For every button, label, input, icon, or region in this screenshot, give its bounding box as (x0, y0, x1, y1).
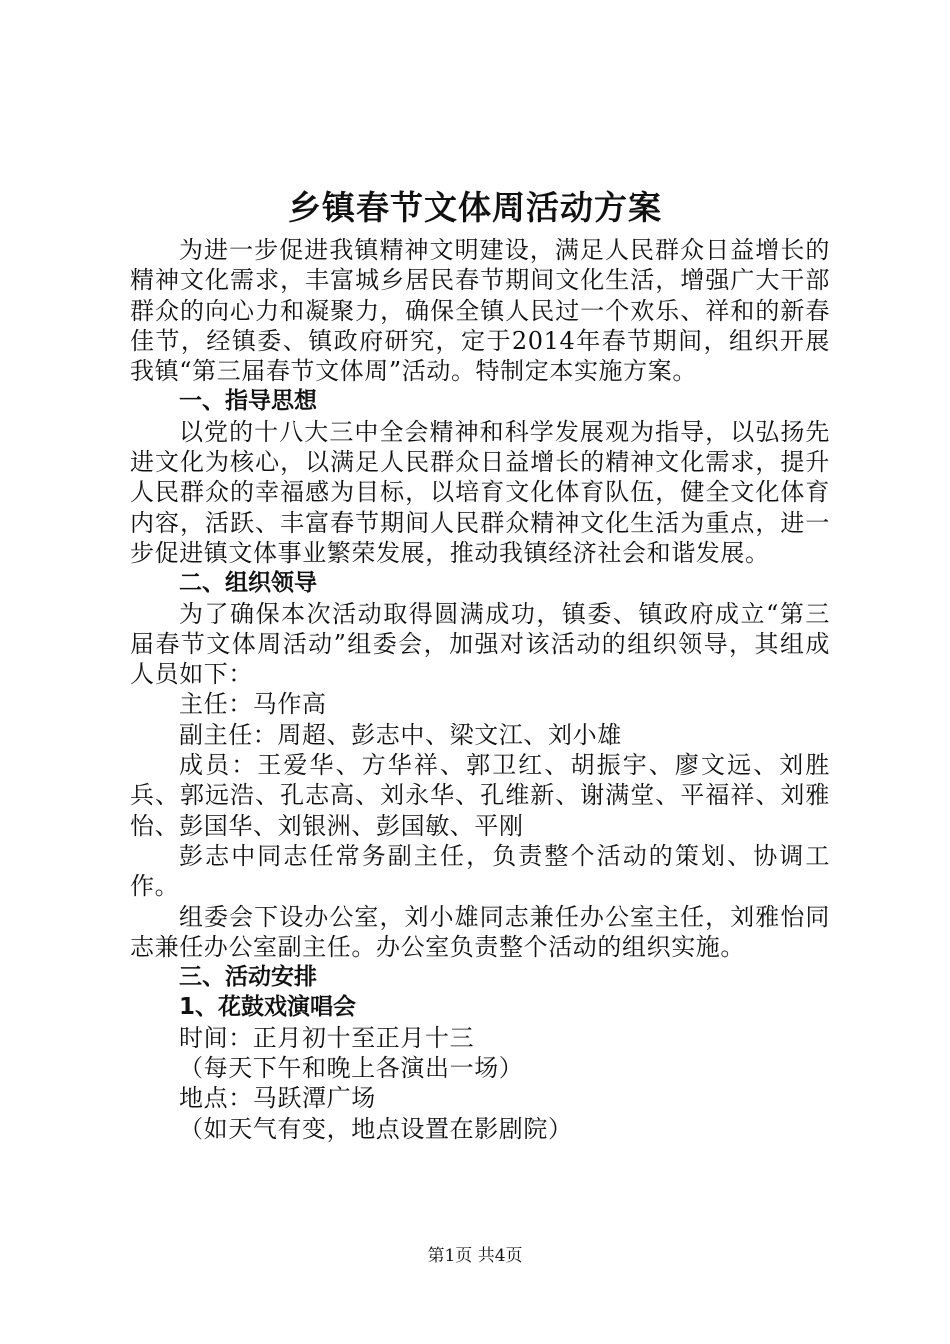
time-note-line: （每天下午和晚上各演出一场） (179, 1054, 524, 1083)
subsection-heading-opera: 1、花鼓戏演唱会 (179, 994, 357, 1021)
page-footer: 第1页 共4页 (427, 1246, 523, 1266)
members-paragraph: 成员：王爱华、方华祥、郭卫红、胡振宇、廖文远、刘胜兵、郭远浩、孔志高、刘永华、孔维新、谢满堂、平福祥、刘雅怡、彭国华、刘银洲、彭国敏、平刚 (130, 751, 830, 840)
section-heading-activities: 三、活动安排 (179, 964, 317, 991)
section-heading-guiding-ideology: 一、指导思想 (179, 388, 317, 415)
deputy-director-line: 副主任：周超、彭志中、梁文江、刘小雄 (179, 720, 622, 749)
section-heading-organization: 二、组织领导 (179, 570, 317, 597)
organization-paragraph: 为了确保本次活动取得圆满成功，镇委、镇政府成立“第三届春节文体周活动”组委会，加强对该活动的组织领导，其组成人员如下： (130, 599, 830, 689)
office-paragraph: 组委会下设办公室，刘小雄同志兼任办公室主任，刘雅怡同志兼任办公室副主任。办公室负责整个活动的组织实施。 (130, 902, 830, 961)
intro-paragraph: 为进一步促进我镇精神文明建设，满足人民群众日益增长的精神文化需求，丰富城乡居民春节期间文化生活，增强广大干部群众的向心力和凝聚力，确保全镇人民过一个欢乐、祥和的新春佳节，经镇委、镇政府研究，定于2014年春节期间，组织开展我镇“第三届春节文体周”活动。特制定本实施方案。 (130, 236, 830, 386)
guiding-ideology-paragraph: 以党的十八大三中全会精神和科学发展观为指导，以弘扬先进文化为核心，以满足人民群众日益增长的精神文化需求，提升人民群众的幸福感为目标，以培育文化体育队伍，健全文化体育内容，活跃、丰富春节期间人民群众精神文化生活为重点，进一步促进镇文体事业繁荣发展，推动我镇经济社会和谐发展。 (130, 417, 830, 567)
director-line: 主任：马作高 (179, 690, 327, 719)
document-title: 乡镇春节文体周活动方案 (288, 188, 662, 227)
document-body (130, 235, 830, 1144)
location-line: 地点：马跃潭广场 (179, 1084, 376, 1113)
executive-deputy-paragraph: 彭志中同志任常务副主任，负责整个活动的策划、协调工作。 (130, 841, 830, 901)
time-line: 时间：正月初十至正月十三 (179, 1023, 475, 1052)
location-note-line: （如天气有变，地点设置在影剧院） (179, 1114, 573, 1143)
